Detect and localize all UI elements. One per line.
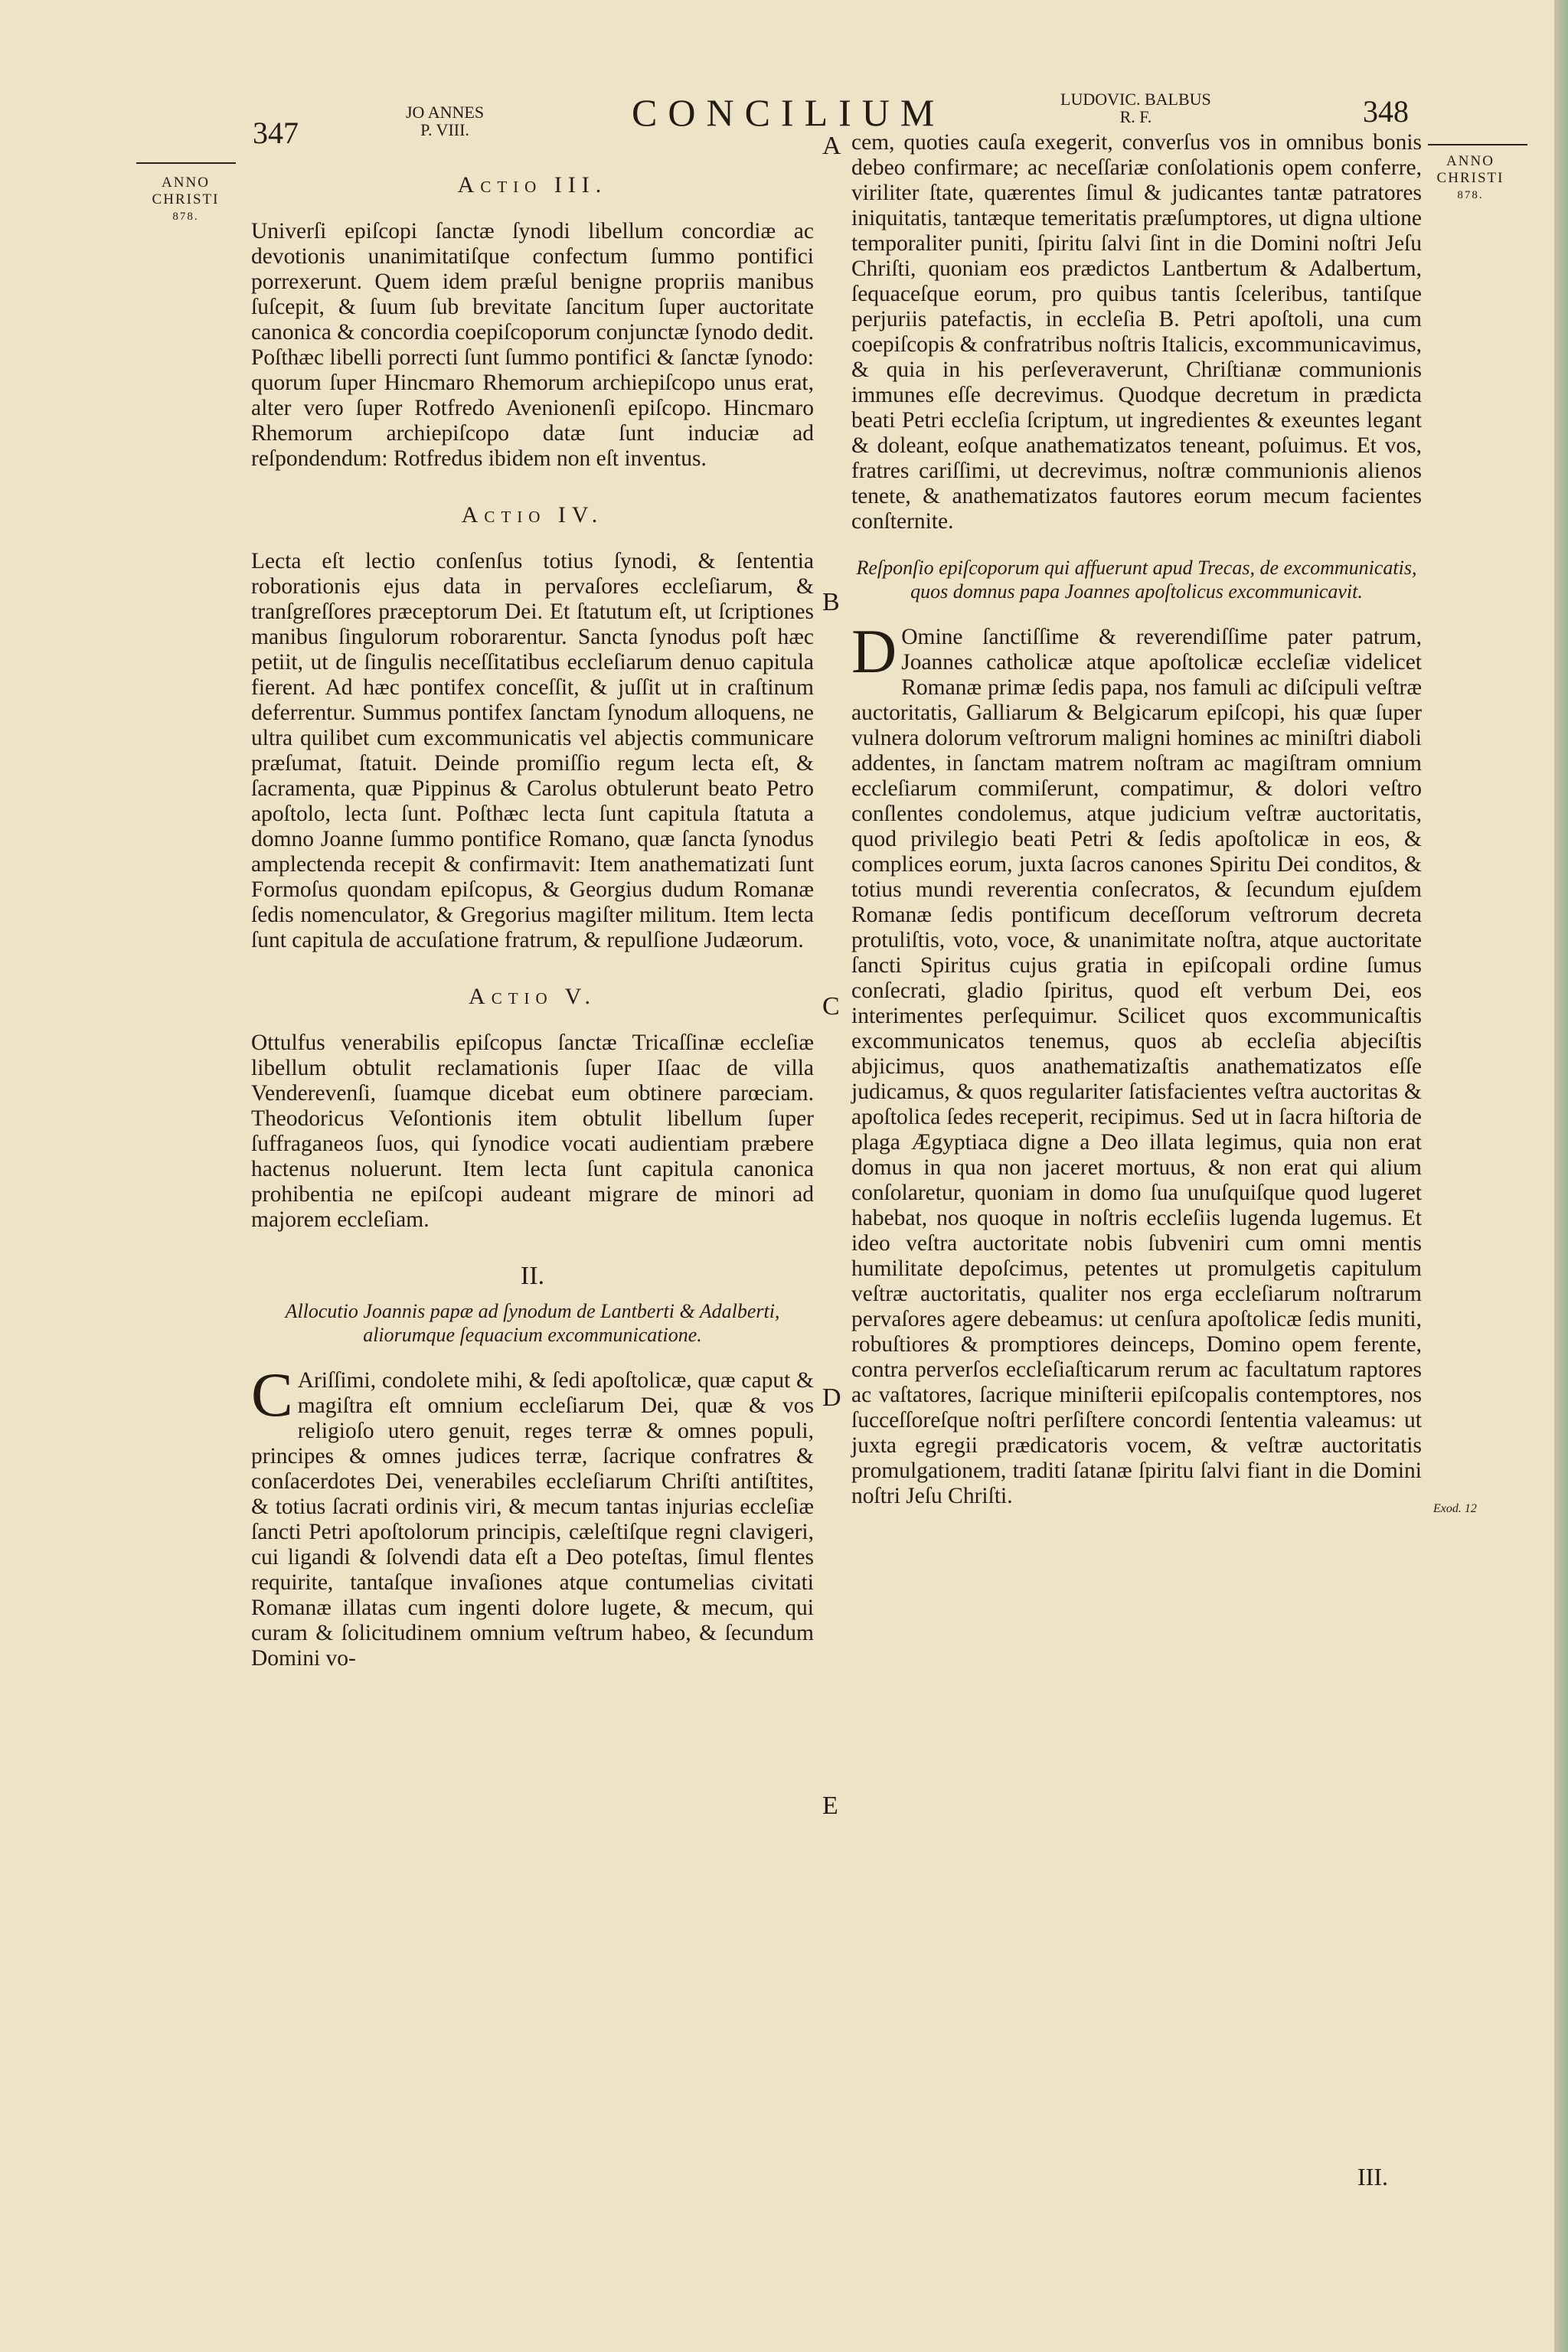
section-marker-b: B bbox=[822, 588, 840, 616]
margin-christi-right: CHRISTI bbox=[1436, 170, 1504, 186]
margin-christi-left: CHRISTI bbox=[152, 191, 220, 207]
margin-anno-right: ANNO bbox=[1446, 153, 1494, 169]
margin-note-right bbox=[1423, 153, 1518, 204]
allocutio-continuation-text: cem, quoties cauſa exegerit, converſus vos in omnibus bonis debeo confirmare; ac neceſſariæ conſolationis opem conferre, viriliter ſtate, quærentes ſimul & judicantes tantæ patratores iniquitatis, tantæque temeritatis præſumptores, ut digna ultione temporaliter puniti, ſpiritu ſalvi ſint in die Domini noſtri Jeſu Chriſti, quoniam eos prædictos Lantbertum & Adalbertum, ſequaceſque eorum, pro quibus tantis ſceleribus, tantiſque perjuriis patefactis, in eccleſia B. Petri apoſtoli, una cum coepiſcopis & confratribus noſtris Italicis, excommunicavimus, & quia in his perſeveraverunt, Chriſtianæ communionis immunes eſſe decrevimus. Quodque decretum in prædicta beati Petri eccleſia ſcriptum, ut ingredientes & exeuntes legant & doleant, eoſque anathematizatos teneant, poſuimus. Et vos, fratres cariſſimi, ut decrevimus, noſtræ communionis alienos tenete, & anathematizatos fautores eorum mecum facientes conſternite. bbox=[851, 130, 1422, 534]
running-head-right-line1: LUDOVIC. BALBUS bbox=[1060, 90, 1211, 109]
margin-year-left: 878. bbox=[172, 211, 199, 223]
margin-rule-right bbox=[1428, 144, 1527, 145]
page-number-right: 348 bbox=[1363, 94, 1409, 129]
margin-rule-left bbox=[136, 162, 236, 164]
actio-5-text: Ottulfus venerabilis epiſcopus ſanctæ Tricaſſinæ eccleſiæ libellum obtulit reclamationis ſuper Iſaac de villa Venderevenſi, ſuamque dicebat eum obtinere parœciam. Theodoricus Veſontionis item obtulit libellum ſuper ſuffraganeos ſuos, qui ſynodice vocati audientiam præbere hactenus noluerunt. Item lecta ſunt capitula canonica prohibentia ne epiſcopi audeant migrare de minori ad majorem eccleſiam. bbox=[251, 1031, 814, 1232]
right-column bbox=[851, 130, 1422, 1509]
actio-3-heading: Actio III. bbox=[457, 172, 608, 198]
running-head-right bbox=[1060, 90, 1211, 126]
response-text: Omine ſanctiſſime & reverendiſſime pater patrum, Joannes catholicæ atque apoſtolicæ eccleſiæ videlicet Romanæ primæ ſedis papa, nos famuli ac diſcipuli veſtræ auctoritatis, Galliarum & Belgicarum epiſcopi, his quæ ſuper vulnera dolorum veſtrorum maligni homines ac miniſtri diaboli addentes, in ſanctam matrem noſtram ac magiſtram omnium eccleſiarum commiſerunt, compatimur, & dolori veſtro conſlentes condolemus, atque judicium veſtræ auctoritatis, quod privilegio beati Petri & ſedis apoſtolicæ in eos, & complices eorum, juxta ſacros canones Spiritu Dei conditos, & totius mundi reverentia conſecratos, & ſecundum ejuſdem Romanæ ſedis pontificum deceſſorum veſtrorum decreta protuliſtis, voto, voce, & unanimitate noſtra, atque auctoritate ſancti Spiritus cujus gratia in epiſcopali ordine ſumus conſecrati, gladio ſpiritus, quod eſt verbum Dei, eos interimentes perſequimur. Scilicet quos excommunicaſtis excommunicatos tenemus, quos ab eccleſia abjeciſtis abjicimus, quos anathematizaſtis anathematizatos eſſe judicamus, & quos regulariter ſatisfacientes veſtra auctoritas & apoſtolica ſedes receperit, recipimus. Sed ut in ſacra hiſtoria de plaga Ægyptiaca digne a Deo illata legimus, quia non erat domus in qua non jaceret mortuus, & non erat qui alium conſolaretur, quoniam in domo ſua unuſquiſque quod lugeret habebat, nos quoque in noſtris eccleſiis lugenda lugemus. Et ideo veſtra auctoritate nobis ſubveniri cum omni mentis humilitate depoſcimus, petentes ut promulgetis capitulum veſtræ auctoritatis, qualiter nos erga eccleſiarum noſtrarum pervaſores agere debeamus: ut cenſura apoſtolicæ ſedis muniti, robuſtiores & promptiores deinceps, Domino opem ferente, contra perverſos eccleſiaſticarum rerum ac facultatum raptores ac vaſtatores, ſacrique miniſterii epiſcopalis contemptores, nos ſucceſſoreſque noſtri perſiſtere concordi ſententia valeamus: ut juxta egregii prædicatoris vocem, & veſtræ auctoritatis promulgationem, traditi ſatanæ ſpiritu ſalvi fiant in die Domini noſtri Jeſu Chriſti. bbox=[851, 625, 1422, 1508]
running-head-left-line1: JO ANNES bbox=[406, 103, 485, 122]
section-marker-e: E bbox=[822, 1792, 838, 1820]
section-2-caption: Allocutio Joannis papæ ad ſynodum de Lantberti & Adalberti, aliorumque ſequacium excommunicatione. bbox=[285, 1300, 780, 1346]
next-section-catchword: III. bbox=[1357, 2163, 1388, 2190]
section-marker-c: C bbox=[822, 992, 840, 1021]
page-number-left: 347 bbox=[253, 116, 299, 150]
response-caption: Reſponſio epiſcoporum qui affuerunt apud Trecas, de excommunicatis, quos domnus papa Joannes apoſtolicus excommunicavit. bbox=[856, 557, 1417, 603]
running-head-left-line2: P. VIII. bbox=[420, 120, 469, 139]
running-title: CONCILIUM bbox=[632, 91, 946, 134]
drop-cap-c: C bbox=[251, 1360, 293, 1429]
section-2-number: II. bbox=[520, 1262, 545, 1290]
running-head-right-line2: R. F. bbox=[1119, 107, 1152, 126]
actio-4-heading: Actio IV. bbox=[461, 502, 604, 528]
section-2-text: Ariſſimi, condolete mihi, & ſedi apoſtolicæ, quæ caput & magiſtra eſt omnium eccleſiarum Dei, quæ & vos religioſo utero genuit, reges terræ & omnes populi, principes & omnes judices terræ, ſacrique confratres & conſacerdotes Dei, venerabiles eccleſiarum Chriſti antiſtites, & totius ſacrati ordinis viri, & mecum tantas injurias eccleſiæ ſancti Petri apoſtolorum principis, cæleſtiſque regni clavigeri, cui ligandi & ſolvendi data eſt a Deo poteſtas, ſimul flentes requirite, tantaſque invaſiones atque contumelias civitati Romanæ illatas cum ingenti dolore lugete, & mecum, qui curam & ſolicitudinem omnium veſtrum habeo, & ſecundum Domini vo- bbox=[251, 1368, 814, 1671]
section-marker-a: A bbox=[822, 132, 841, 160]
margin-year-right: 878. bbox=[1457, 189, 1484, 201]
section-2-paragraph bbox=[251, 1360, 814, 1671]
left-column bbox=[251, 172, 814, 1671]
margin-note-left bbox=[138, 175, 234, 225]
running-head-left bbox=[406, 103, 484, 139]
page-edge bbox=[1554, 0, 1568, 2352]
margin-reference-exodus: Exod. 12 bbox=[1433, 1502, 1477, 1515]
margin-anno-left: ANNO bbox=[162, 175, 210, 191]
actio-5-heading: Actio V. bbox=[469, 984, 596, 1009]
actio-3-text: Univerſi epiſcopi ſanctæ ſynodi libellum concordiæ ac devotionis unanimitatiſque confectum ſummo pontifici porrexerunt. Quem idem præſul benigne propriis manibus ſuſcepit, & ſuum ſub brevitate ſancitum ſuper auctoritate canonica & concordia coepiſcoporum conjunctæ ſynodo dedit. Poſthæc libelli porrecti ſunt ſummo pontifici & ſanctæ ſynodo: quorum ſuper Hincmaro Rhemorum archiepiſcopo unus erat, alter vero ſuper Rotfredo Avenionenſi epiſcopo. Hincmaro Rhemorum archiepiſcopo datæ ſunt induciæ ad reſpondendum: Rotfredus ibidem non eſt inventus. bbox=[251, 219, 814, 471]
drop-cap-d: D bbox=[851, 616, 897, 686]
section-marker-d: D bbox=[822, 1383, 841, 1412]
response-paragraph bbox=[851, 616, 1422, 1509]
actio-4-text: Lecta eſt lectio conſenſus totius ſynodi, & ſententia roborationis ejus data in pervaſores eccleſiarum, & tranſgreſſores præceptorum Dei. Et ſtatutum eſt, ut ſcriptiones manibus ſingulorum roborarentur. Sancta ſynodus poſt hæc petiit, ut de ſingulis neceſſitatibus eccleſiarum denuo capitula fierent. Ad hæc pontifex conceſſit, & juſſit ut in craſtinum deferrentur. Summus pontifex ſanctam ſynodum alloquens, ne ultra quilibet cum excommunicatis vel abjectis communicare præſumat, ſtatuit. Deinde promiſſio regum lecta eſt, & ſacramenta, quæ Pippinus & Carolus obtulerunt beato Petro apoſtolo, lecta ſunt. Poſthæc lecta ſunt capitula ſtatuta a domno Joanne ſummo pontifice Romano, quæ ſancta ſynodus amplectenda recepit & confirmavit: Item anathematizati ſunt Formoſus quondam epiſcopus, & Georgius dudum Romanæ ſedis nomenculator, & Gregorius magiſter militum. Item lecta ſunt capitula de accuſatione fratrum, & repulſione Judæorum. bbox=[251, 549, 814, 952]
